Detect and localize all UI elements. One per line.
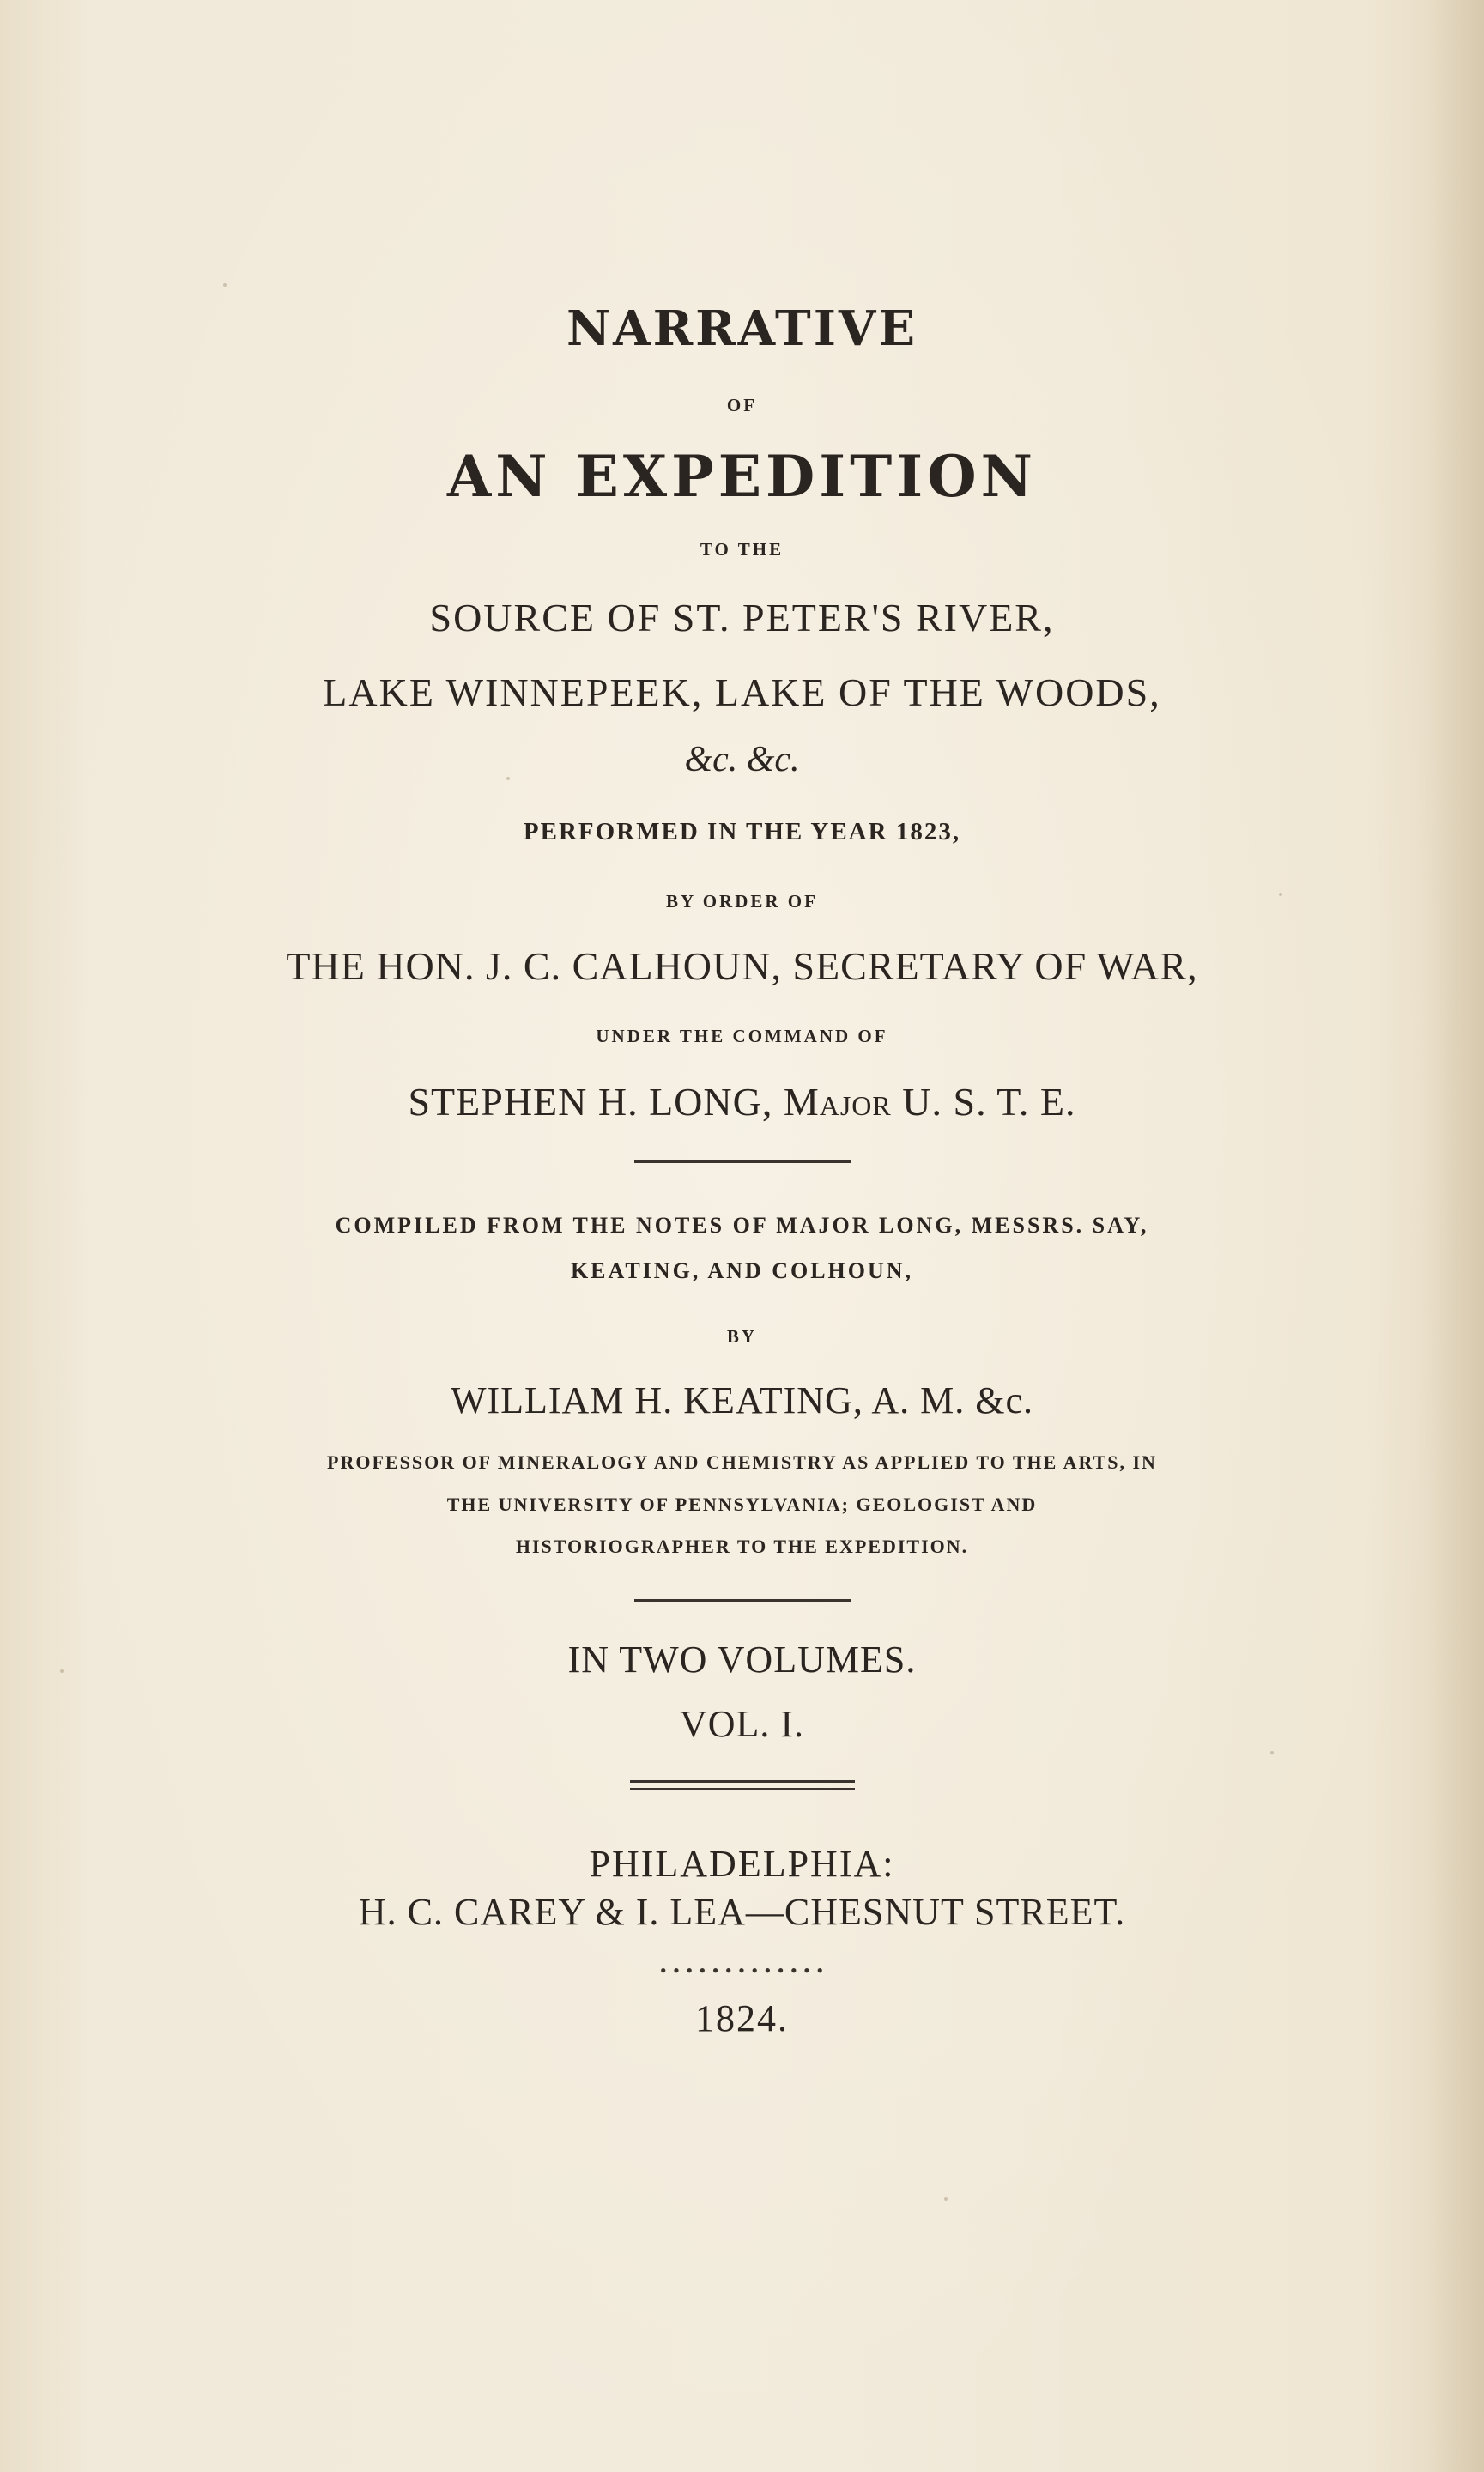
title-author-role: HISTORIOGRAPHER TO THE EXPEDITION.	[515, 1536, 969, 1557]
title-volumes: IN TWO VOLUMES.	[567, 1639, 917, 1681]
title-author-university: THE UNIVERSITY OF PENNSYLVANIA; GEOLOGIST AND	[446, 1494, 1038, 1515]
title-lakes: LAKE WINNEPEEK, LAKE OF THE WOODS,	[323, 670, 1161, 714]
title-of: OF	[726, 395, 758, 415]
imprint-publisher: H. C. CAREY & I. LEA—CHESNUT STREET.	[358, 1891, 1126, 1933]
double-rule-bottom	[630, 1788, 855, 1790]
title-by: BY	[726, 1326, 758, 1347]
title-narrative: NARRATIVE	[566, 300, 918, 357]
title-performed-year: PERFORMED IN THE YEAR 1823,	[523, 818, 961, 845]
divider-rule	[634, 1160, 851, 1163]
title-expedition: AN EXPEDITION	[447, 443, 1037, 510]
imprint-city: PHILADELPHIA:	[589, 1843, 895, 1885]
title-source-river: SOURCE OF ST. PETER'S RIVER,	[429, 596, 1055, 639]
dotted-rule: • • • • • • • • • • • • •	[659, 1960, 825, 1981]
title-stephen-long	[0, 1082, 1484, 1122]
title-volume-number: VOL. I.	[679, 1703, 805, 1745]
title-compiled-from: COMPILED FROM THE NOTES OF MAJOR LONG, MESSRS. SAY,	[335, 1213, 1149, 1238]
paper-fleck	[223, 283, 227, 287]
title-etc: &c. &c.	[684, 740, 800, 779]
double-rule-top	[630, 1780, 855, 1783]
title-calhoun: THE HON. J. C. CALHOUN, SECRETARY OF WAR,	[286, 944, 1198, 988]
title-by-order-of: BY ORDER OF	[666, 891, 818, 912]
title-under-command: UNDER THE COMMAND OF	[596, 1026, 888, 1046]
imprint-year: 1824.	[695, 1997, 789, 2039]
divider-rule	[634, 1599, 851, 1602]
title-stephen-long-name: STEPHEN H. LONG,	[408, 1080, 773, 1124]
title-compilers: KEATING, AND COLHOUN,	[570, 1258, 914, 1283]
title-to-the: TO THE	[700, 539, 784, 560]
title-author-profession: PROFESSOR OF MINERALOGY AND CHEMISTRY AS APPLIED TO THE ARTS, IN	[327, 1451, 1157, 1473]
paper-fleck	[1270, 1751, 1274, 1754]
title-author: WILLIAM H. KEATING, A. M. &c.	[450, 1379, 1034, 1421]
title-stephen-long-rank: Major	[783, 1080, 892, 1124]
title-stephen-long-corps: U. S. T. E.	[902, 1080, 1076, 1124]
paper-fleck	[944, 2197, 948, 2201]
